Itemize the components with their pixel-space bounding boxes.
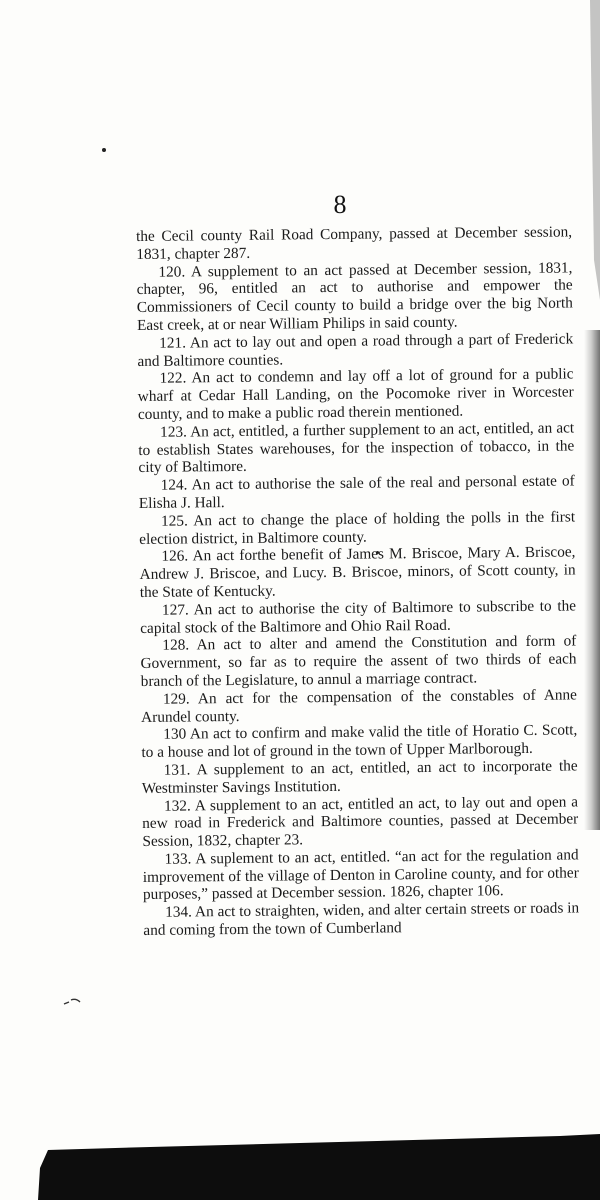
paragraph: 123. An act, entitled, a further supplement to an act, entitled, an act to establish States warehouses, for the inspection of tobacco, in the city of Baltimore. (138, 419, 575, 477)
paragraph: 121. An act to lay out and open a road through a part of Frederick and Baltimore counties. (137, 330, 574, 370)
paragraph: 128. An act to alter and amend the Constitution and form of Government, so far as to require the assent of two thirds of each branch of the Legislature, to annul a marriage contract. (140, 632, 577, 690)
paragraph: 127. An act to authorise the city of Baltimore to subscribe to the capital stock of the Baltimore and Ohio Rail Road. (140, 597, 577, 637)
paragraph: 129. An act for the compensation of the constables of Anne Arundel county. (141, 686, 577, 726)
paragraph: 132. A supplement to an act, entitled an act, to lay out and open a new road in Frederick and Baltimore counties, passed at December Session, 1832, chapter 23. (142, 792, 579, 851)
page-edge-shadow (584, 330, 600, 830)
paragraph: 124. An act to authorise the sale of the real and personal estate of Elisha J. Hall. (138, 472, 575, 512)
paragraph: 134. An act to straighten, widen, and alter certain streets or roads in and coming from the town of Cumberland (143, 899, 580, 940)
paragraph: 122. An act to condemn and lay off a lot of ground for a public wharf at Cedar Hall Landing, on the Pocomoke river in Worcester county, and to make a public road therein mentioned. (137, 365, 574, 423)
paragraph: 125. An act to change the place of holding the polls in the first election district, in Baltimore county. (139, 508, 576, 548)
paragraph: 131. A supplement to an act, entitled, an act to incorporate the Westminster Savings Institution. (141, 757, 578, 797)
paragraph: 126. An act forthe benefit of James M. Briscoe, Mary A. Briscoe, Andrew J. Briscoe, and Lucy. B. Briscoe, minors, of Scott county, in the State of Kentucky. (139, 543, 576, 601)
paragraph: 133. A suplement to an act, entitled. “an act for the regulation and improvement of the village of Denton in Caroline county, and for other purposes,” passed at December session. 1826, chapter 106. (142, 846, 579, 904)
document-text (136, 223, 579, 939)
ink-mark (62, 996, 82, 1010)
paragraph: 130 An act to confirm and make valid the title of Horatio C. Scott, to a house and lot of ground in the town of Upper Marlborough. (141, 721, 578, 762)
paragraph: 120. A supplement to an act passed at December session, 1831, chapter, 96, entitled an act to authorise and empower the Commissioners of Cecil county to build a bridge over the big North East creek, at or near William Philips in said county. (136, 259, 573, 334)
paragraph: the Cecil county Rail Road Company, passed at December session, 1831, chapter 287. (136, 223, 573, 263)
page-number: 8 (333, 190, 347, 219)
ink-speck (102, 148, 106, 152)
